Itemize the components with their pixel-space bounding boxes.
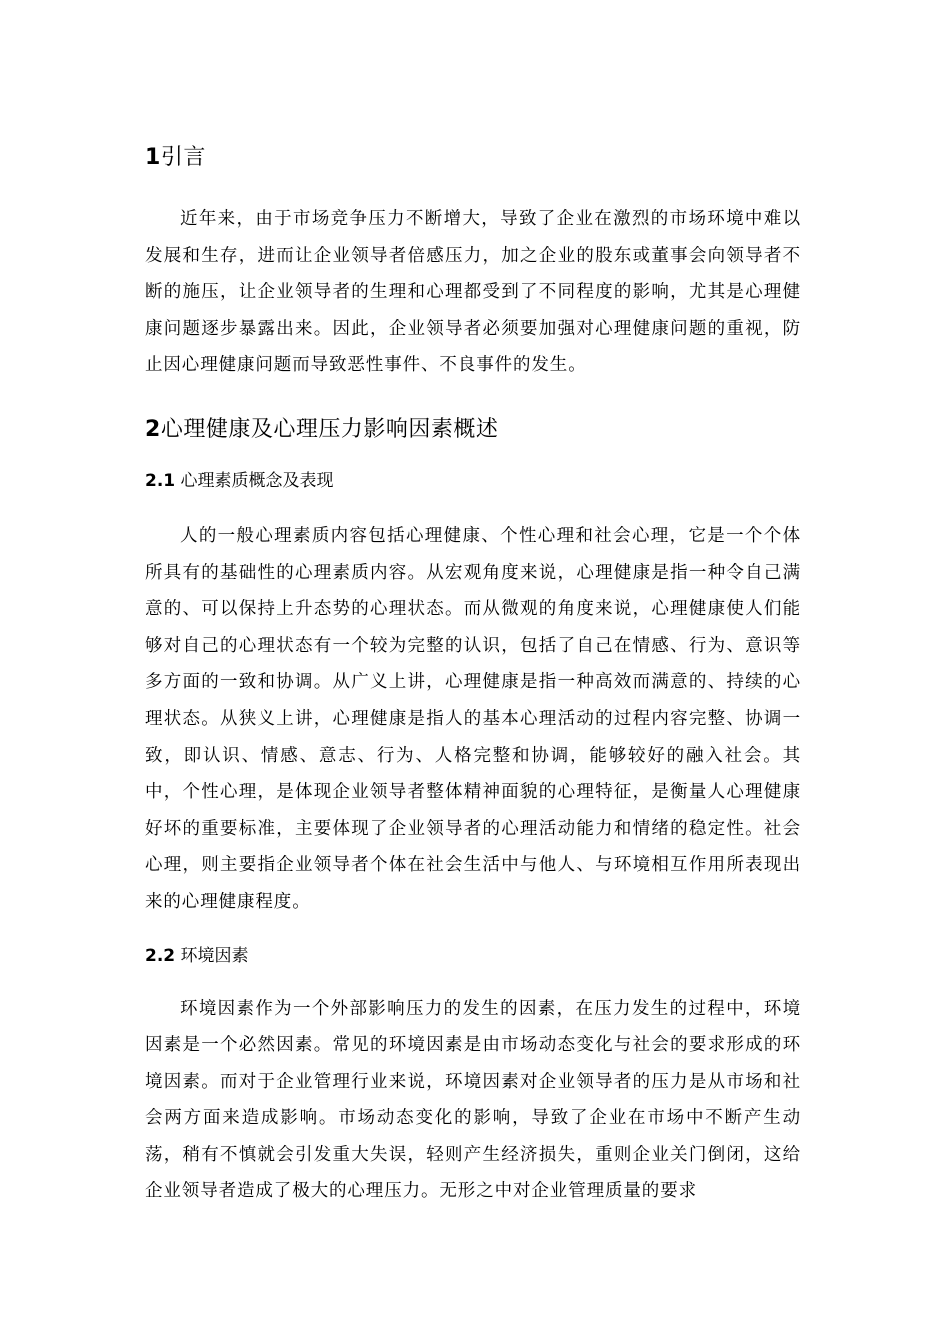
subsection-heading-psych-quality [145,466,801,496]
subsection-number: 2.1 [145,470,176,491]
section-number: 2 [145,416,161,442]
section-heading-introduction [145,140,801,176]
subsection-heading-environment [145,941,801,971]
subsection-number: 2.2 [145,945,176,966]
section-title: 心理健康及心理压力影响因素概述 [160,416,499,442]
subsection-title: 环境因素 [180,945,249,966]
section-number: 1 [145,145,161,170]
section-heading-overview [145,412,801,448]
psych-quality-paragraph: 人的一般心理素质内容包括心理健康、个性心理和社会心理，它是一个个体所具有的基础性的心理素质内容。从宏观角度来说，心理健康是指一种令自己满意的、可以保持上升态势的心理状态。而从微观的角度来说，心理健康使人们能够对自己的心理状态有一个较为完整的认识，包括了自己在情感、行为、意识等多方面的一致和协调。从广义上讲，心理健康是指一种高效而满意的、持续的心理状态。从狭义上讲，心理健康是指人的基本心理活动的过程内容完整、协调一致，即认识、情感、意志、行为、人格完整和协调，能够较好的融入社会。其中，个性心理，是体现企业领导者整体精神面貌的心理特征，是衡量人心理健康好坏的重要标准，主要体现了企业领导者的心理活动能力和情绪的稳定性。社会心理，则主要指企业领导者个体在社会生活中与他人、与环境相互作用所表现出来的心理健康程度。 [145,525,801,912]
environment-paragraph: 环境因素作为一个外部影响压力的发生的因素，在压力发生的过程中，环境因素是一个必然因素。常见的环境因素是由市场动态变化与社会的要求形成的环境因素。而对于企业管理行业来说，环境因素对企业领导者的压力是从市场和社会两方面来造成影响。市场动态变化的影响，导致了企业在市场中不断产生动荡，稍有不慎就会引发重大失误，轻则产生经济损失，重则企业关门倒闭，这给企业领导者造成了极大的心理压力。无形之中对企业管理质量的要求 [145,998,801,1202]
section-title: 引言 [160,145,206,170]
subsection-title: 心理素质概念及表现 [180,470,334,491]
introduction-paragraph: 近年来，由于市场竞争压力不断增大，导致了企业在激烈的市场环境中难以发展和生存，进而让企业领导者倍感压力，加之企业的股东或董事会向领导者不断的施压，让企业领导者的生理和心理都受到了不同程度的影响，尤其是心理健康问题逐步暴露出来。因此，企业领导者必须要加强对心理健康问题的重视，防止因心理健康问题而导致恶性事件、不良事件的发生。 [145,209,801,376]
document-body [145,140,801,1210]
